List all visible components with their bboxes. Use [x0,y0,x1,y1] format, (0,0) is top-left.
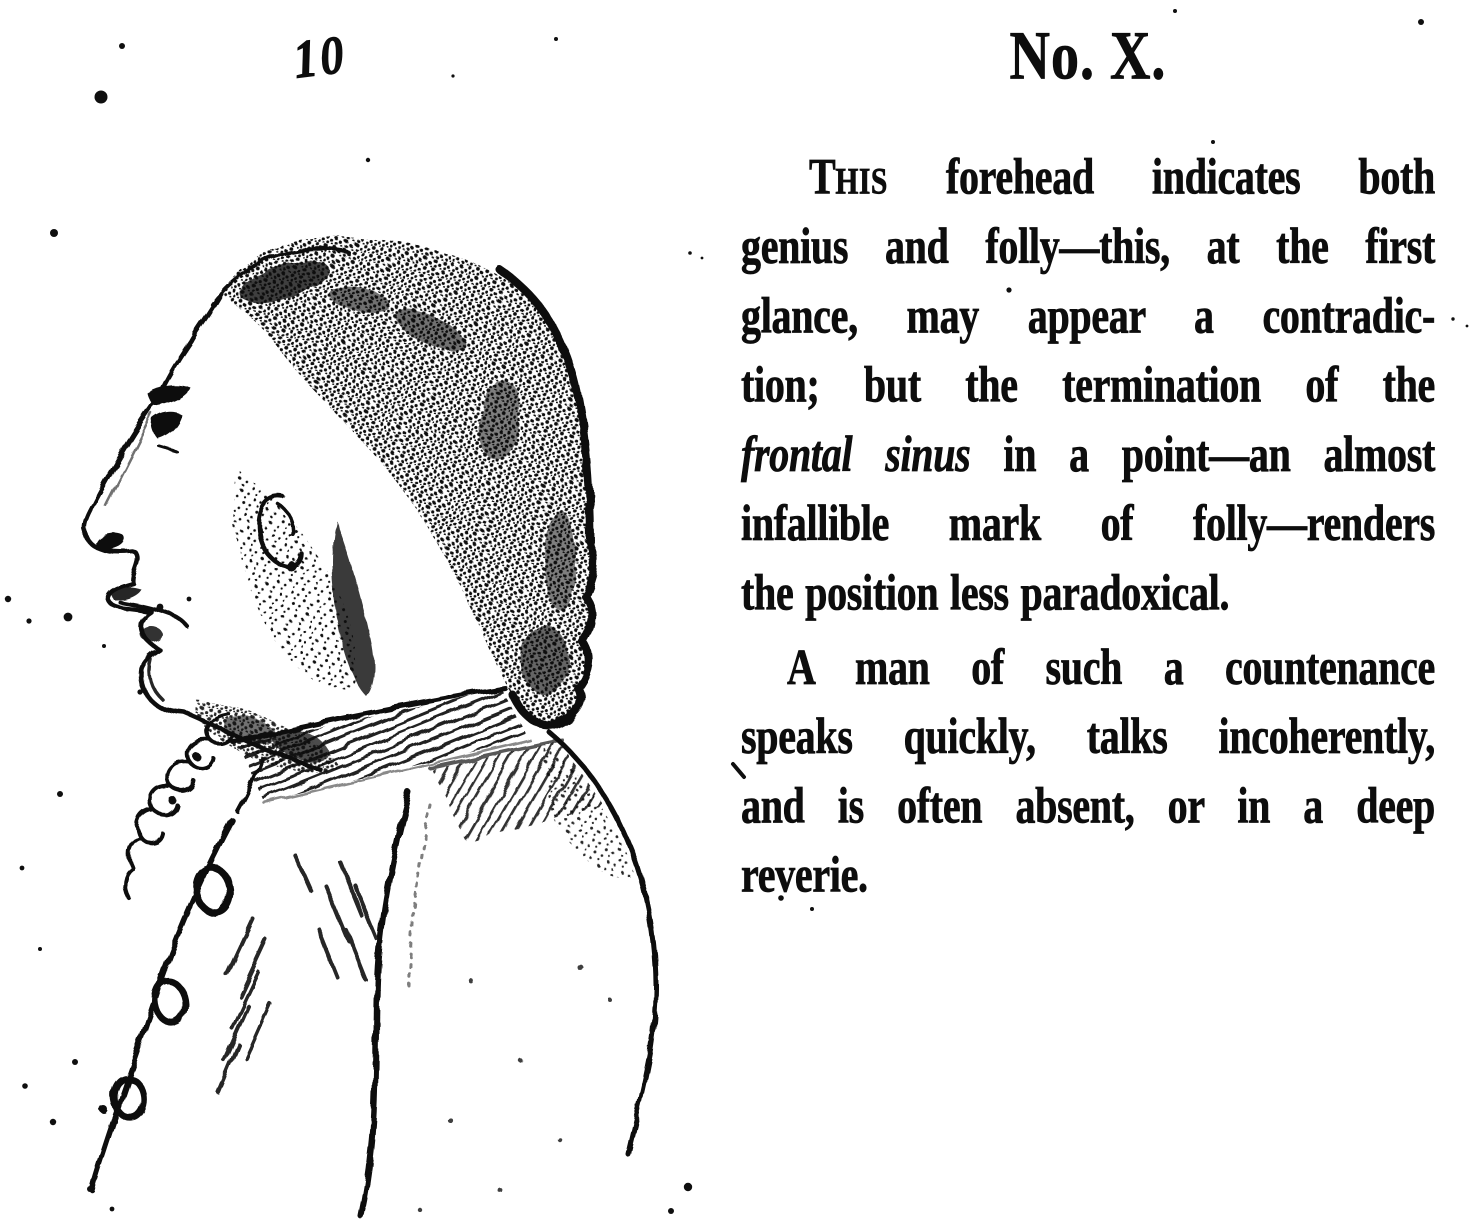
text-line: A man of such a countenance [787,638,1435,696]
body-text [741,142,1435,909]
arm-seam [361,793,430,1216]
text-run: in a point—an almost [970,425,1435,483]
text-line: tion; but the termination of the [741,356,1435,413]
coat-edge [92,758,262,1190]
page-number: 10 [290,24,351,91]
coat-buttons [100,864,234,1120]
text-line: speaks quickly, talks incoherently, [741,707,1435,765]
paragraph-1 [741,142,1435,627]
text-line [741,419,1435,488]
drop-cap: T [809,148,836,205]
paragraph-2 [741,632,1435,909]
text-run: forehead indicates both [887,148,1435,205]
text-line: genius and folly—this, at the first [741,217,1435,275]
text-line [741,142,1435,211]
eyebrow [147,385,191,407]
eye [152,412,182,452]
text-line: reverie. [741,846,868,904]
small-caps: HIS [835,162,888,203]
hair [212,237,594,726]
italic-term: frontal sinus [741,425,971,483]
text-line: the position less paradoxical. [741,564,1230,621]
text-line: and is often absent, or in a deep [741,777,1435,834]
chest-hatching [218,856,376,1092]
section-heading: No. X. [1009,18,1167,95]
text-line: infallible mark of folly—renders [741,494,1435,552]
text-line: glance, may appear a contradic- [741,286,1435,344]
